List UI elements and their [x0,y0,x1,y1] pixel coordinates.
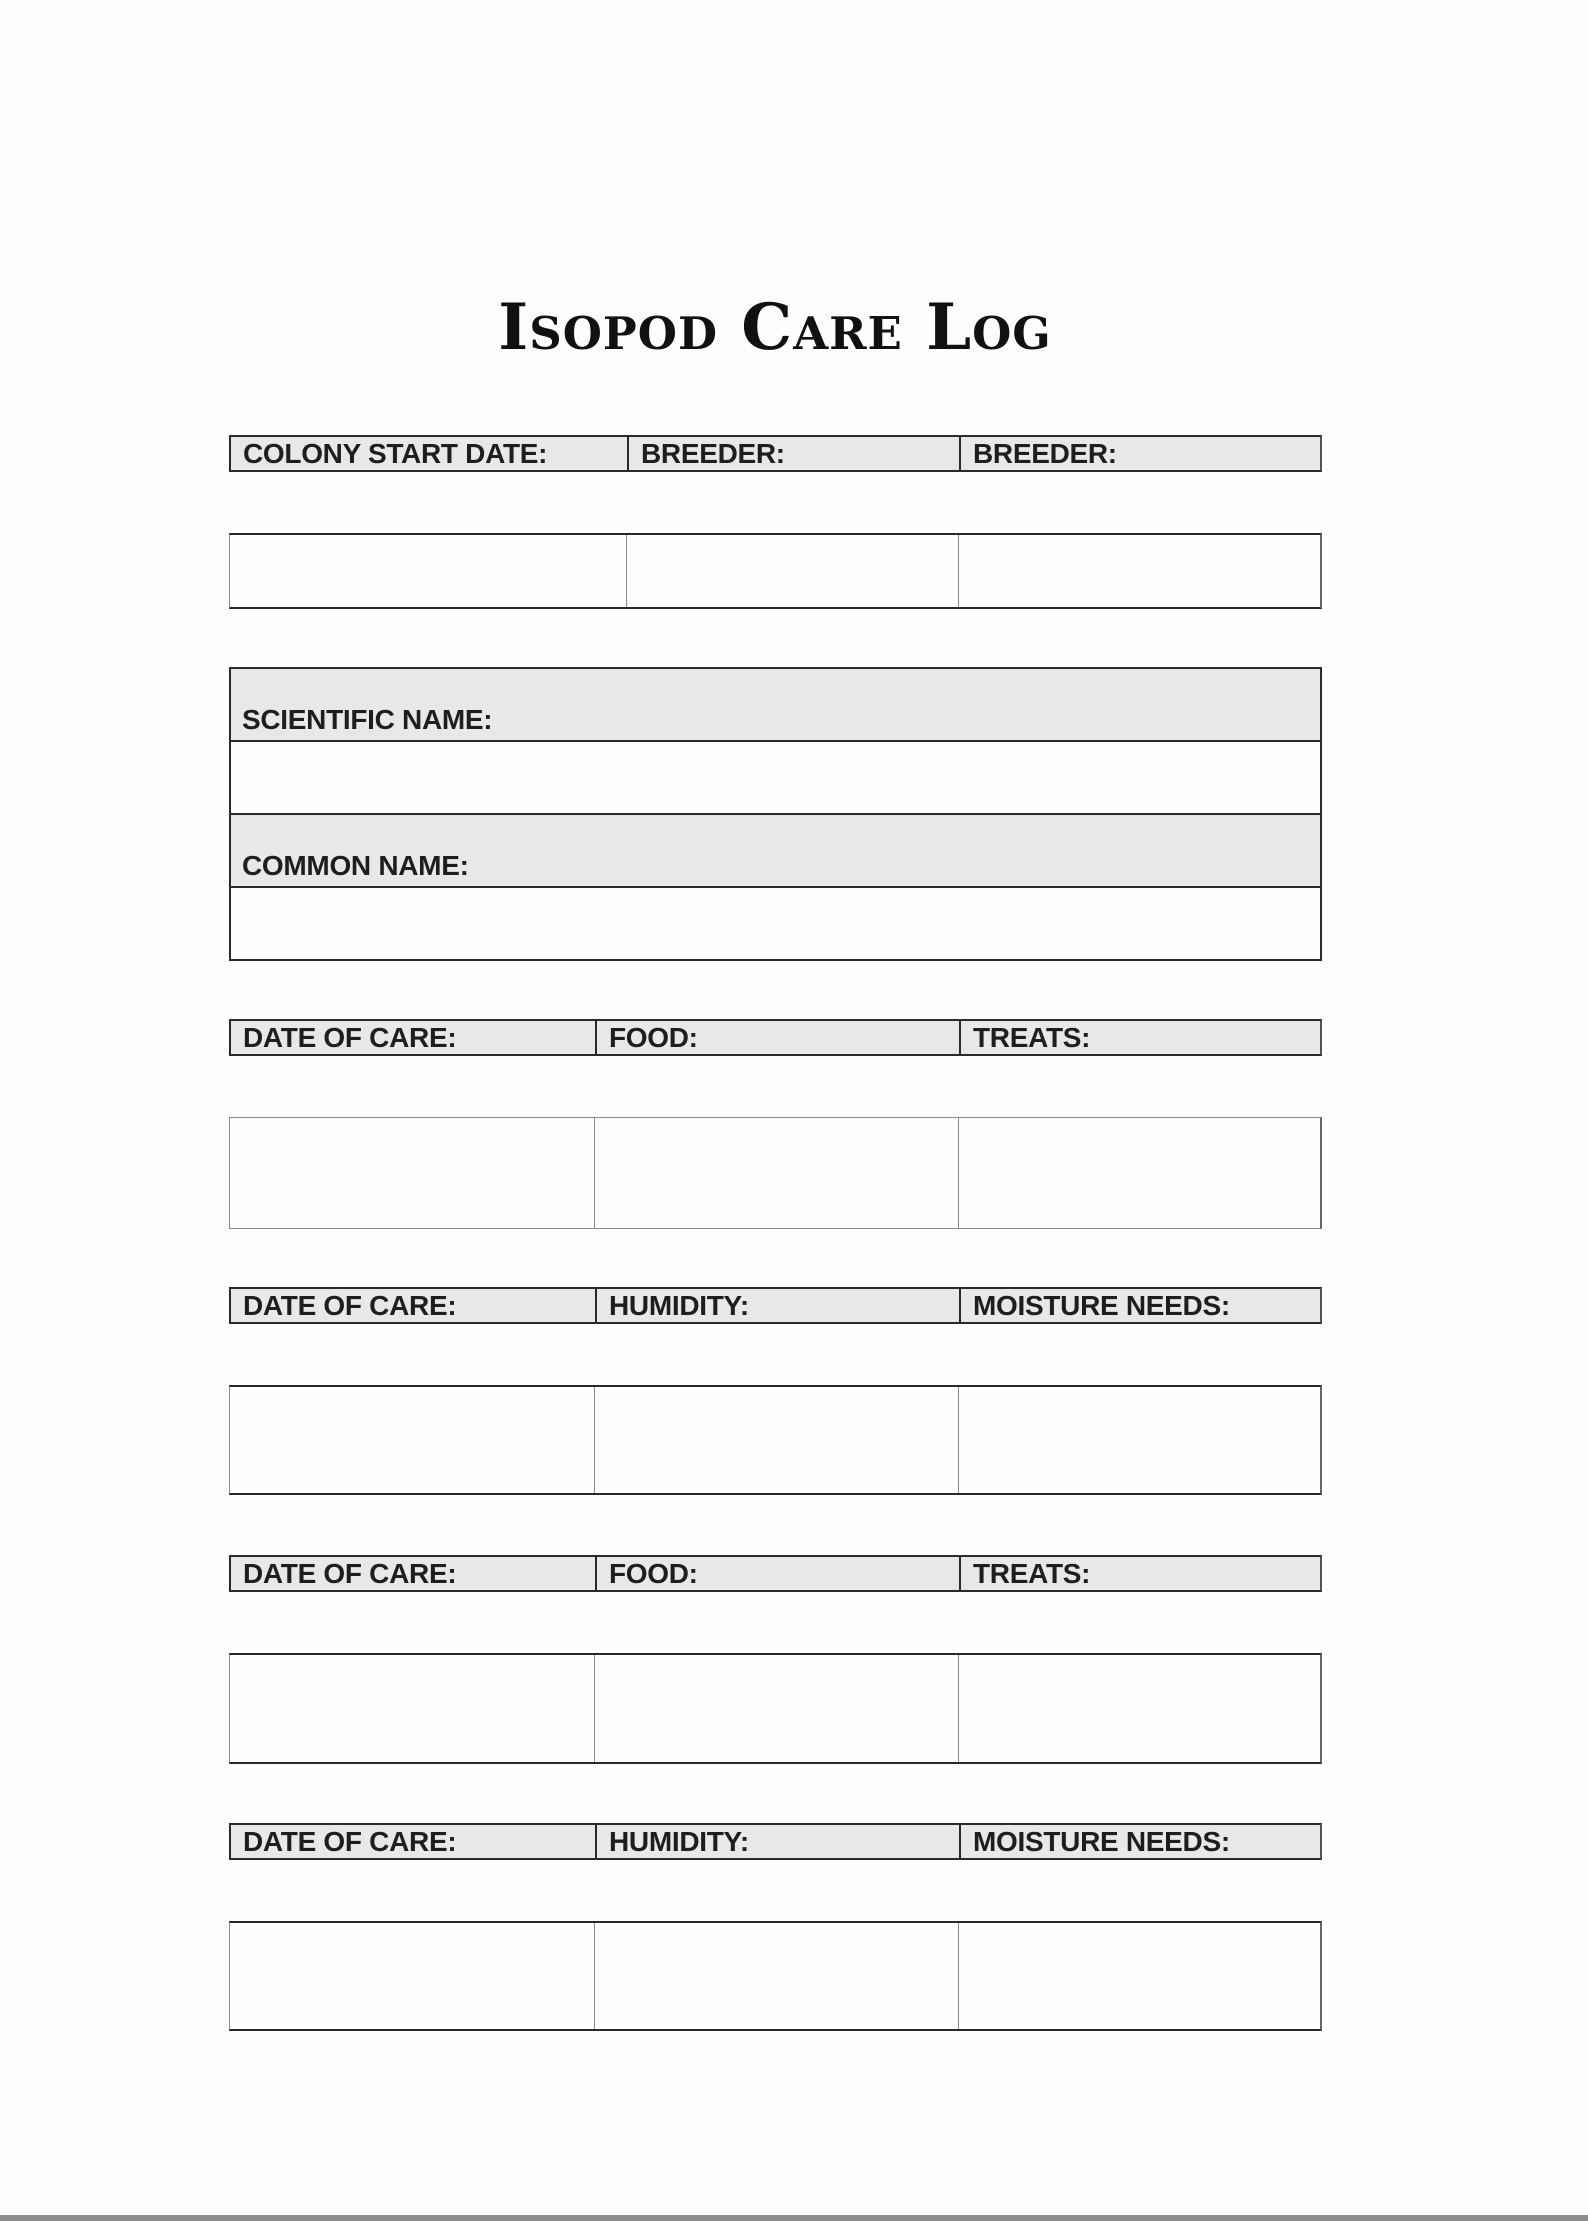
common-name-field[interactable] [231,888,1320,959]
breeder-label-2: BREEDER: [959,437,1320,470]
colony-entry-row [229,533,1322,609]
treats-label: TREATS: [959,1557,1320,1590]
scientific-name-field[interactable] [231,742,1320,815]
care-entry-row [229,1921,1322,2031]
common-name-label: COMMON NAME: [242,850,469,881]
treats-label: TREATS: [959,1021,1320,1054]
date-of-care-field[interactable] [230,1118,594,1228]
food-label: FOOD: [595,1557,959,1590]
humidity-label: HUMIDITY: [595,1289,959,1322]
food-label: FOOD: [595,1021,959,1054]
colony-start-date-field[interactable] [230,535,626,607]
care-entry-row [229,1385,1322,1495]
care-entry-row [229,1117,1322,1229]
date-of-care-field[interactable] [230,1655,594,1762]
date-of-care-label: DATE OF CARE: [243,1022,457,1053]
moisture-needs-field[interactable] [958,1923,1320,2029]
humidity-label: HUMIDITY: [595,1825,959,1858]
treats-field[interactable] [958,1118,1320,1228]
food-field[interactable] [594,1655,958,1762]
breeder-field-2[interactable] [958,535,1320,607]
care-entry-row [229,1653,1322,1764]
care-header-row [229,1019,1322,1056]
care-header-row [229,1823,1322,1860]
moisture-needs-label: MOISTURE NEEDS: [959,1825,1320,1858]
colony-header-row [229,435,1322,472]
breeder-label-1: BREEDER: [627,437,959,470]
breeder-field-1[interactable] [626,535,958,607]
moisture-needs-label: MOISTURE NEEDS: [959,1289,1320,1322]
food-field[interactable] [594,1118,958,1228]
care-header-row [229,1555,1322,1592]
care-header-row [229,1287,1322,1324]
common-name-band [231,815,1320,888]
date-of-care-field[interactable] [230,1923,594,2029]
page-title: Isopod Care Log [498,290,1052,365]
humidity-field[interactable] [594,1387,958,1493]
scientific-name-label: SCIENTIFIC NAME: [242,704,493,735]
humidity-field[interactable] [594,1923,958,2029]
scientific-name-band [231,669,1320,742]
names-block [229,667,1322,961]
date-of-care-label: DATE OF CARE: [243,1558,457,1589]
moisture-needs-field[interactable] [958,1387,1320,1493]
page-bottom-edge [0,2215,1588,2221]
treats-field[interactable] [958,1655,1320,1762]
colony-start-date-label: COLONY START DATE: [243,438,548,469]
date-of-care-label: DATE OF CARE: [243,1290,457,1321]
date-of-care-field[interactable] [230,1387,594,1493]
date-of-care-label: DATE OF CARE: [243,1826,457,1857]
